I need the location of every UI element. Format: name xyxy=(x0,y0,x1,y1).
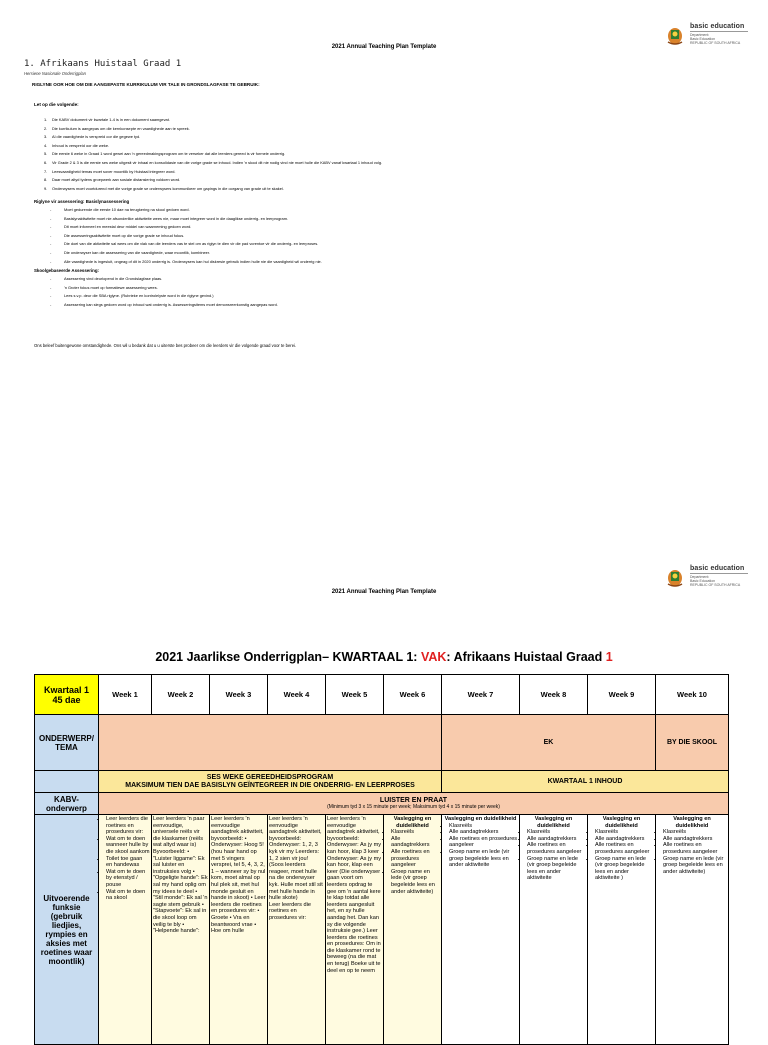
baseline-item: - Dit moet informeel en meestal deur middel van waarneming gedoen word. xyxy=(50,223,322,232)
week-9-content xyxy=(588,815,656,1045)
week-6-item: • Alle aandagtrekkers xyxy=(391,836,440,849)
logo-line-1: Department: xyxy=(690,575,710,579)
kabv-label: KABV-onderwerp xyxy=(35,793,99,815)
baseline-item: - Die assesseringsaktiwiteite moet op die vorige grade se inhoud fokus. xyxy=(50,232,322,241)
week-8-content xyxy=(520,815,588,1045)
week-10-item: • Groep name en lede (vir groep begeleide lees en ander aktiwiteite) xyxy=(663,856,727,876)
note-item: 4. Inhoud is verspreid oor die weke. xyxy=(44,142,110,148)
week-6-content xyxy=(384,815,442,1045)
week-header: Week 4 xyxy=(268,675,326,715)
note-item: 9. Onderwysers moet voortdurend met die vorige grade se onderwysers kommunikeer om gapings in die oorgang van grade uit te skakel. xyxy=(44,185,284,191)
topic-row xyxy=(35,715,729,771)
week-8-item: • Alle roetines en prosedures aangeleer xyxy=(527,842,586,855)
week-7-item: • Alle aandagtrekkers xyxy=(449,829,518,836)
notes-title: Let op die volgende: xyxy=(34,102,79,107)
week-header: Week 1 xyxy=(99,675,152,715)
week-1-content xyxy=(99,815,152,1045)
school-assessment-item: - Assessering kan slegs gedoen word op inhoud wat onderrig is. Assesseringsitems moet demonsreerkonstig aangepas word. xyxy=(50,301,278,310)
baseline-item: - Moet gedurende die eerste 10 dae na terugkering na skool gedoen word. xyxy=(50,206,322,215)
baseline-title: Riglyne vir assessering: Basislynassessering xyxy=(34,199,130,204)
week-2-content: Leer leerders 'n paar eenvoudige, universele reëls vir die klaskamer (reëls wat altyd waar is) Byvoorbeeld: • "Luister liggame": Ek sal luister en instruksies volg • "Opgeligte hande": Ek sal my hand oplig om my idees te deel • "Stil monde": Ek sal 'n sagte stem gebruik • "Stapvoete": Ek sal in die skool loop om veilig te bly • "Helpende hande": xyxy=(152,815,210,1045)
readiness-line-2: MAKSIMUM TIEN DAE BASISLYN GEÏNTEGREER IN DIE ONDERRIG- EN LEERPROSES xyxy=(125,781,415,789)
guidelines-title: RIGLYNE OOR HOE OM DIE AANGEPASTE KURRIKULUM VIR TALE IN GRONDSLAGFASE TE GEBRUIK: xyxy=(32,82,260,87)
week-4-content xyxy=(268,815,326,1045)
week-4-extra: Leer leerders die roetines en prosedures vir: xyxy=(269,901,311,921)
topic-ek: EK xyxy=(442,715,656,771)
week-header: Week 5 xyxy=(326,675,384,715)
note-item: 7. Leesvaardigheid temas moet sover moontlik by Huistaal integreer word. xyxy=(44,168,176,174)
kabv-topic-name: LUISTER EN PRAAT xyxy=(379,797,448,804)
readiness-program xyxy=(99,771,442,793)
week-1-item: • Wat om te doen wanneer hulle by die skool aankom xyxy=(106,836,150,856)
week-8-item: • Groep name en lede (vir groep begeleide lees en ander aktiwiteite xyxy=(527,856,586,882)
term-content: KWARTAAL 1 INHOUD xyxy=(442,771,729,793)
term-corner-cell: Kwartaal 1 45 dae xyxy=(35,675,99,715)
week-7-item: • Groep name en lede (vir groep begeleide lees en ander aktiwiteite xyxy=(449,849,518,869)
logo-line-1: Department: xyxy=(690,33,710,37)
week-header: Week 8 xyxy=(520,675,588,715)
coat-of-arms-icon xyxy=(664,24,686,46)
week-5-content: Leer leerders 'n eenvoudige aandagtrek aktiwiteit, byvoorbeeld: Onderwyser: As jy my kan hoor, klap 3 keer Onderwyser: As jy my kan hoor, klap een keer (Die onderwyser gaan voort om leerders opdrag te gee om 'n aantal kere te klap totdat alle leerders aangesluit het, en sy hulle aandag het. Dan kan sy die volgende instruksie gee.) Leer leerders die roetines en prosedures: Om in die klaskamer rond te beweeg (na die mat en terug) Boeke uit te deel en op te neem xyxy=(326,815,384,1045)
note-item: 8. Daar moet altyd tydens groepwerk aan sosiale distansiering voldoen word. xyxy=(44,177,181,183)
school-assessment-item: - Assessering vind deurlopend in die Grondslagfase plaas. xyxy=(50,275,278,284)
week-7-item: • Klasreëls xyxy=(449,823,518,830)
baseline-list xyxy=(50,206,322,266)
note-item: 6. Vir Grade 2 & 3 is die eerste ses weke uitgesit vir inhaal en konsolidasie van die vorige grade se inhoud. Indien 'n skool dit nie nodig vind nie moet hulle die KABV vanaf kwartaal 1 inhoud volg. xyxy=(44,159,383,165)
page-2 xyxy=(0,560,768,1024)
subject-heading: 1. Afrikaans Huistaal Graad 1 xyxy=(24,59,182,69)
plan-title-prefix: 2021 Jaarlikse Onderrigplan– KWARTAAL 1: xyxy=(155,650,418,664)
plan-title-vak: VAK xyxy=(420,650,447,664)
note-item: 2. Die kurrikulum is aangepas om die kernkonsepte en vaardighede aan te spreek. xyxy=(44,125,190,131)
page-header: 2021 Annual Teaching Plan Template xyxy=(331,589,437,595)
week-1-item: • Leer leerders die roetines en prosedures vir: xyxy=(106,816,150,836)
week-1-item: • Toilet toe gaan en handewas xyxy=(106,856,150,869)
topic-readiness xyxy=(99,715,442,771)
kabv-row xyxy=(35,793,729,815)
kabv-topic xyxy=(99,793,729,815)
week-9-item: • Alle roetines en prosedures aangeleer xyxy=(595,842,654,855)
baseline-item: - Alle vaardighede is ingesluit, ongeag of dit in 2020 onderrig is. Onderwysers kan hul diskresie gebruik indien hulle nie die vaardigheid wil onderrig nie. xyxy=(50,258,322,267)
topic-school: BY DIE SKOOL xyxy=(656,715,729,771)
week-header: Week 2 xyxy=(152,675,210,715)
note-item: 5. Die eerste 6 weke in Graad 1 word gewei aan 'n gereedmakingsprogram om te verseker dat alle leerders gereed is vir formele onderrig. xyxy=(44,151,286,157)
week-9-item: • Alle aandagtrekkers xyxy=(595,836,654,843)
week-header-row xyxy=(35,675,729,715)
baseline-item: - Die onderwyser kan die assessering van die vaardighede, waar moontlik, kombineer. xyxy=(50,249,322,258)
week-6-item: • Alle roetines en prosedures aangeleer xyxy=(391,849,440,869)
week-9-item: • Klasreëls xyxy=(595,829,654,836)
week-8-item: • Alle aandagtrekkers xyxy=(527,836,586,843)
week-8-item: • Klasreëls xyxy=(527,829,586,836)
week-7-item: • Alle roetines en prosedures aangeleer xyxy=(449,836,518,849)
school-assessment-item: - 'n Groter fokus moet op formatiewe assessering wees. xyxy=(50,284,278,293)
readiness-line-1: SES WEKE GEREEDHEIDSPROGRAM xyxy=(206,773,334,781)
week-6-item: • Klasreëls xyxy=(391,829,440,836)
topic-label: ONDERWERP/ TEMA xyxy=(35,715,99,771)
baseline-item: - Basislynaktiwiteite moet nie afsonderlike aktiwiteite wees nie, maar moet integreer word in die daaglikse onderrig- en leerprogram. xyxy=(50,215,322,224)
logo-line-2: Basic Education xyxy=(690,579,716,583)
week-3-content: Leer leerders 'n eenvoudige aandagtrek aktiwiteit, byvoorbeeld: • Onderwyser: Hoog 5! (hou haar hand op met 5 vingers versprei, tel 5, 4, 3, 2, 1 – wanneer sy by nul kom, moet almal op hul plek sit, met hul monde gesluit en hande in skoot) • Leer leerders die roetines en prosedures vir: • Groete • Vra en beantwoord vrae • Hoe om hulle xyxy=(210,815,268,1045)
week-header: Week 6 xyxy=(384,675,442,715)
week-7-head: Vaslegging en duidelikheid xyxy=(444,816,517,822)
functions-row xyxy=(35,815,729,1045)
week-7-content xyxy=(442,815,520,1045)
school-assessment-title: Skoolgebaseerde Assessering: xyxy=(34,268,99,273)
kabv-time: (Minimum tyd 3 x 15 minute per week; Maksimum tyd 4 x 15 minute per week) xyxy=(327,804,500,810)
week-1-item: • Wat om te doen by etenstyd / pouse xyxy=(106,869,150,889)
week-10-item: • Alle aandagtrekkers xyxy=(663,836,727,843)
plan-title-subject: : Afrikaans Huistaal Graad xyxy=(446,650,603,664)
coat-of-arms-icon xyxy=(664,566,686,588)
school-assessment-item: - Lees s.v.p. deur die SBA riglyne. (Rubrieke en kontrolelyste word in die riglyne gevind.) xyxy=(50,292,278,301)
page-header: 2021 Annual Teaching Plan Template xyxy=(331,44,437,50)
week-header: Week 10 xyxy=(656,675,729,715)
week-8-head: Vaslegging en duidelikheid xyxy=(534,816,573,829)
logo-line-2: Basic Education xyxy=(690,37,716,41)
logo-name: basic education xyxy=(690,23,745,30)
week-header: Week 3 xyxy=(210,675,268,715)
week-10-item: • Alle roetines en prosedures aangeleer xyxy=(663,842,727,855)
dbe-logo xyxy=(664,24,748,46)
plan-title-grade: 1 xyxy=(605,650,613,664)
week-1-item: • Wat om te doen na skool xyxy=(106,889,150,902)
readiness-label xyxy=(35,771,99,793)
dbe-logo xyxy=(664,566,748,588)
week-header: Week 9 xyxy=(588,675,656,715)
readiness-row xyxy=(35,771,729,793)
note-item: 3. Al die vaardighede is verspreid oor die gegewe tyd. xyxy=(44,134,141,140)
week-10-item: • Klasreëls xyxy=(663,829,727,836)
logo-name: basic education xyxy=(690,565,745,572)
week-10-head: Vaslegging en duidelikheid xyxy=(673,816,711,829)
week-9-head: Vaslegging en duidelikheid xyxy=(602,816,641,829)
week-6-item: • Groep name en lede (vir groep begeleide lees en ander aktiwiteite) xyxy=(391,869,440,895)
subject-subheading: Hersiene Nasionale Onderrigplan xyxy=(24,71,86,76)
closing-note: Ons beleef buitengewone omstandighede. Ons wil u bedank dat u u uiterste bes probeer om die leerders vir die volgende graad voor te berei. xyxy=(34,343,297,348)
teaching-plan-table xyxy=(34,674,729,1045)
functions-label: Uitvoerende funksie (gebruik liedjies, rympies en aksies met roetines waar moontlik) xyxy=(35,815,99,1045)
baseline-item: - Die doel van die aktiwiteite sal wees om die vlak van die leerders vas te stel om as riglyn te dien vir die pad vorentoe vir die onderrig- en leerproses. xyxy=(50,240,322,249)
week-header: Week 7 xyxy=(442,675,520,715)
week-4-text: Leer leerders 'n eenvoudige aandagtrek aktiwiteit, byvoorbeeld: Onderwyser: 1, 2, 3 kyk vir my Leerders: 1, 2 sien vir jou! (Soos leerders reageer, moet hulle na die onderwyser kyk. Hulle moet stil sit met hulle hande in hulle skote) xyxy=(269,816,323,902)
school-assessment-list xyxy=(50,275,278,309)
notes-list xyxy=(44,116,382,193)
plan-title xyxy=(0,650,768,664)
note-item: 1. Die KABV dokument vir kwartale 1-4 is in een dokument saamgevat. xyxy=(44,117,170,122)
logo-line-3: REPUBLIC OF SOUTH AFRICA xyxy=(690,41,741,45)
week-9-item: • Groep name en lede (vir groep begeleide lees en ander aktiwiteite ) xyxy=(595,856,654,882)
week-6-head: Vaslegging en duidelikheid xyxy=(393,816,432,829)
logo-line-3: REPUBLIC OF SOUTH AFRICA xyxy=(690,583,741,587)
week-10-content xyxy=(656,815,729,1045)
